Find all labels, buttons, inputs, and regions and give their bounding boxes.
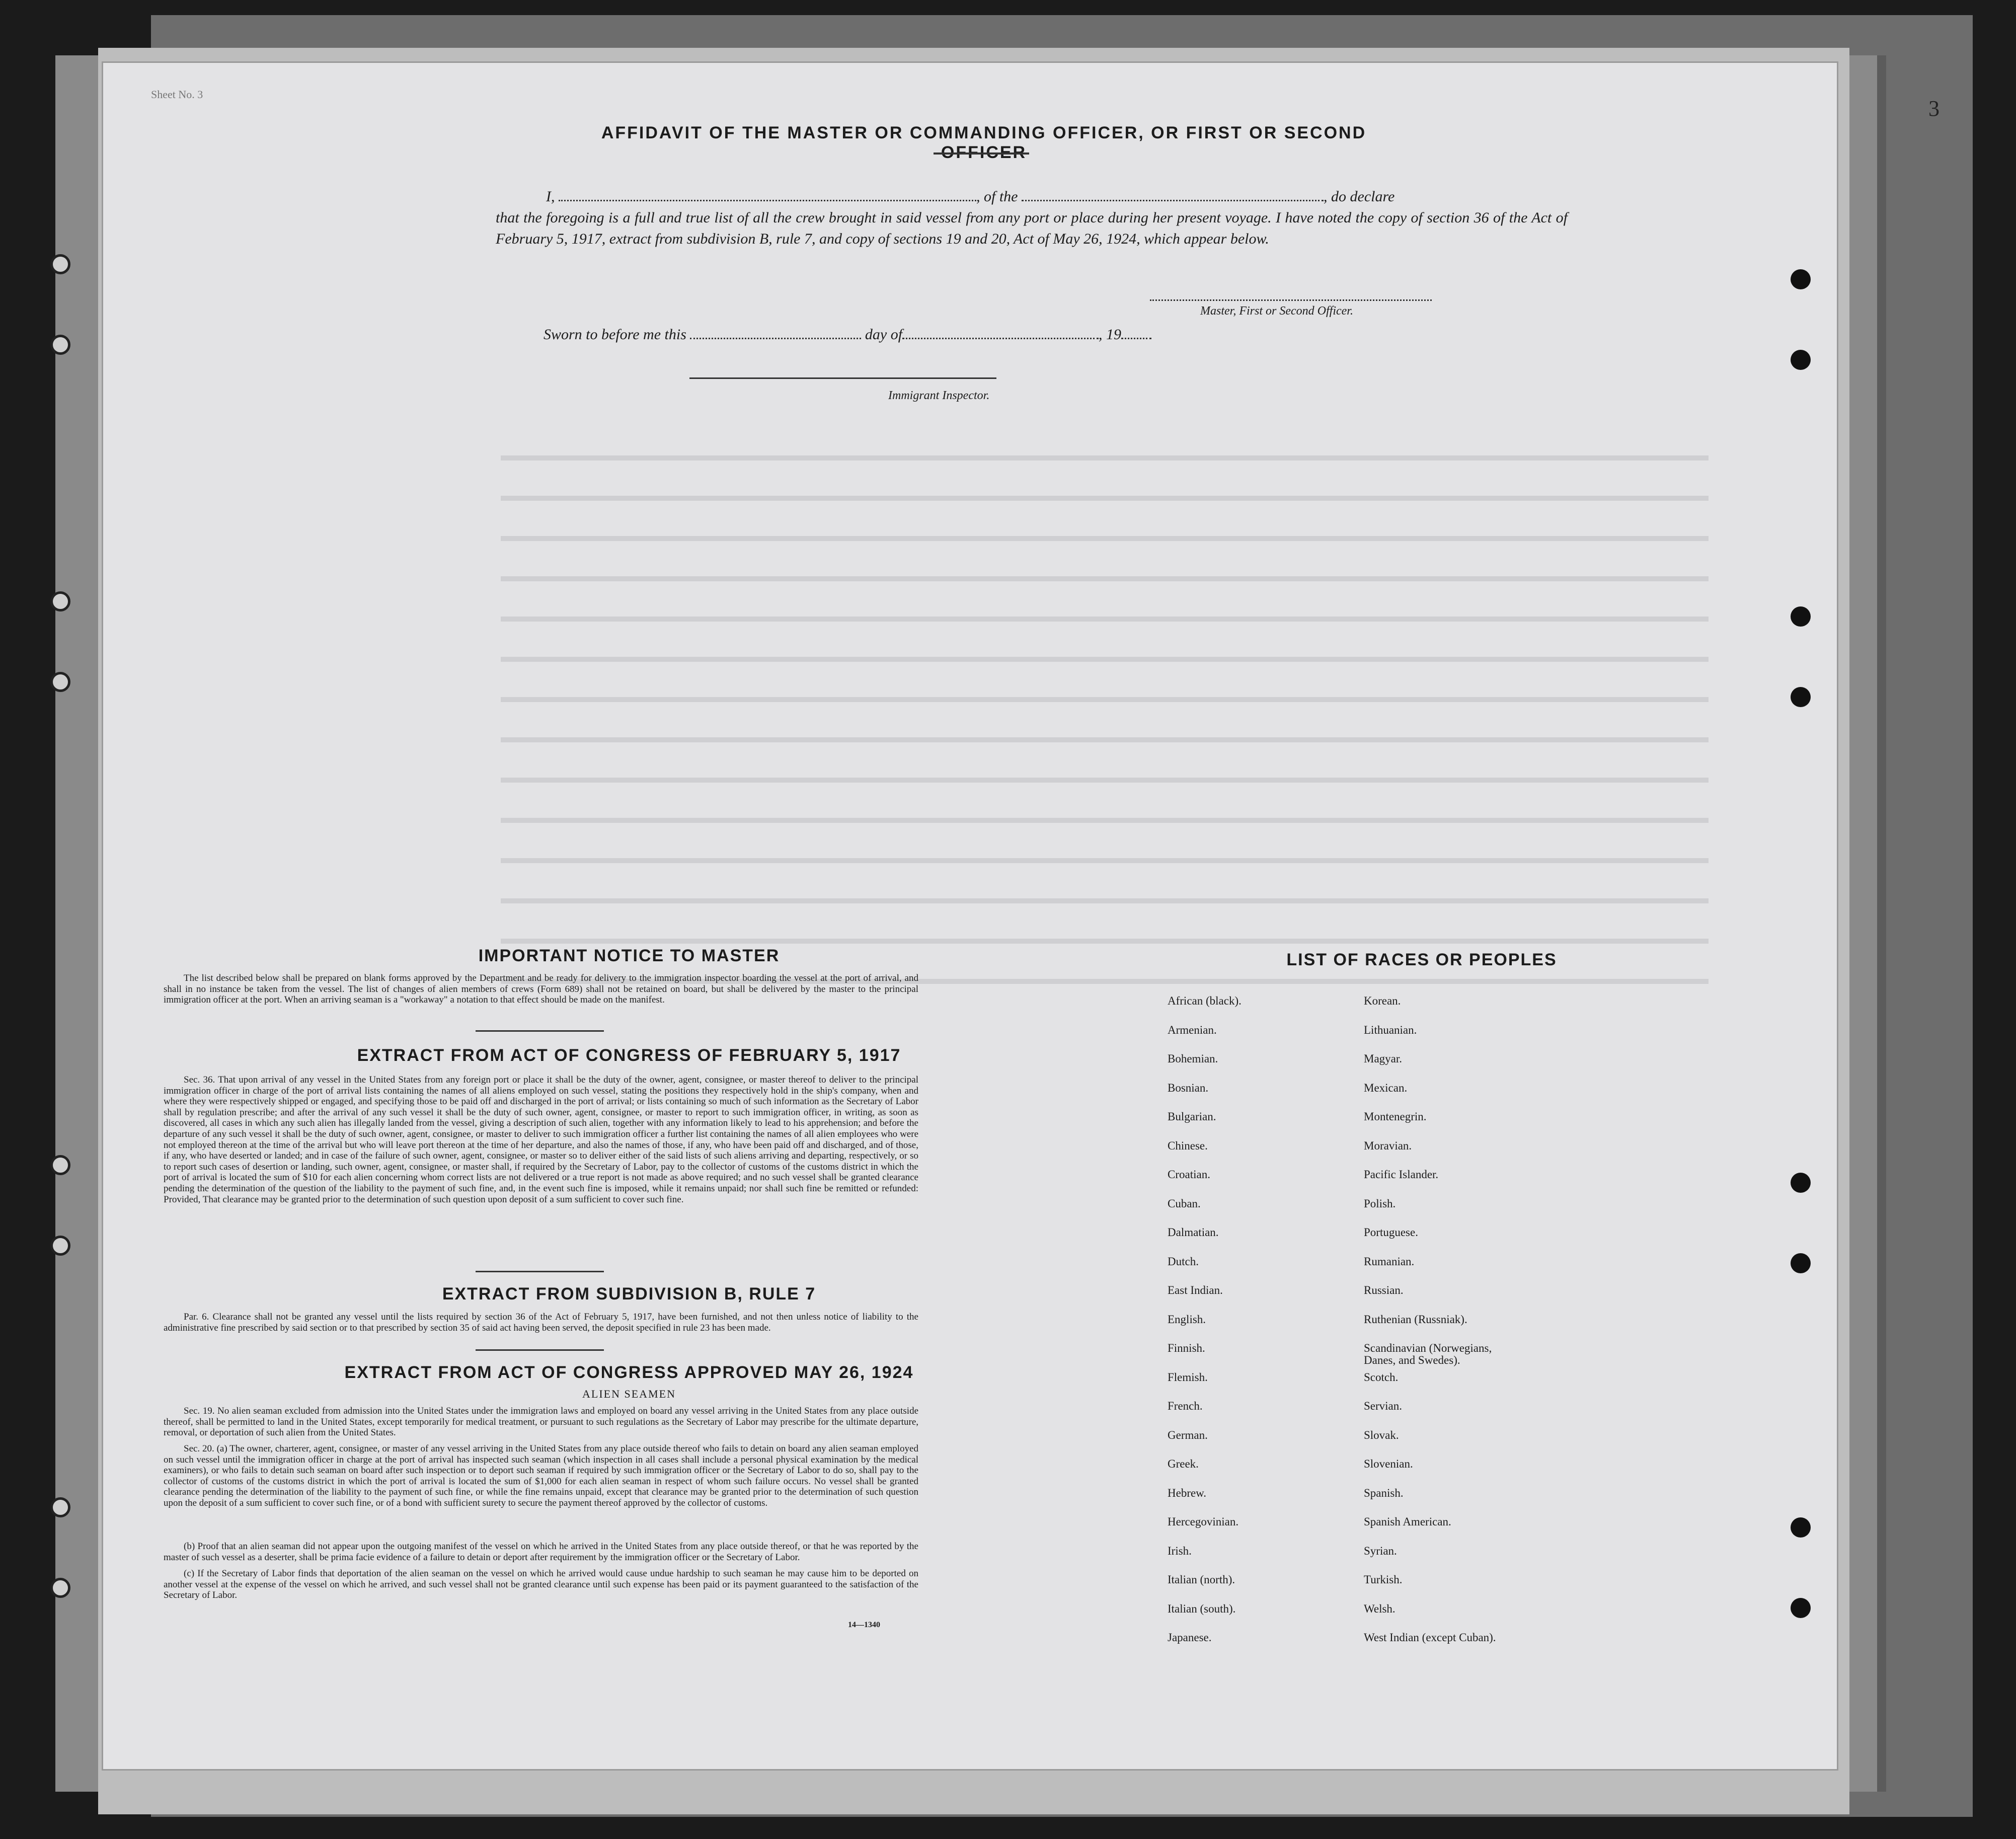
inspector-label: Immigrant Inspector. [888, 389, 990, 402]
sec20c-text: (c) If the Secretary of Labor finds that deportation of the alien seaman on the vessel on which he arrived would cause undue hardship to such seaman he may cause him to be deported on another vessel at the expense of the vessel on which he arrived, and such vessel shall not be granted clearance until such expense has been paid or its payment guaranteed to the satisfaction of the Secretary of Labor. [164, 1568, 918, 1601]
sec19-text: Sec. 19. No alien seaman excluded from admission into the United States under the immigration laws and employed on board any vessel arriving in the United States from any place outside thereof, shall be permitted to land in the United States, except temporarily for medical treatment, or pursuant to such regulations as the Secretary of Labor may prescribe for the ultimate departure, removal, or deportation of such alien from the United States. [164, 1406, 918, 1438]
section-rule [476, 1349, 604, 1351]
race-item: Greek. [1168, 1458, 1199, 1470]
sworn-prefix: Sworn to before me this [544, 326, 686, 343]
affidavit-heading: AFFIDAVIT OF THE MASTER OR COMMANDING OFFICER, OR FIRST OR SECOND OFFICER [601, 123, 1367, 162]
race-item: Armenian. [1168, 1023, 1217, 1036]
declaration-i: I, [546, 188, 555, 205]
bleed-row [501, 737, 1709, 742]
section-rule [476, 1271, 604, 1272]
master-label: Master, First or Second Officer. [1200, 304, 1353, 318]
sworn-day-field[interactable] [690, 325, 861, 339]
declaration-declare: , do declare [1324, 188, 1395, 205]
binder-hole [1791, 269, 1811, 289]
race-item: Bosnian. [1168, 1081, 1209, 1094]
race-item: Cuban. [1168, 1197, 1201, 1210]
sec20a-text: Sec. 20. (a) The owner, charterer, agent, consignee, or master of any vessel arriving in the United States from any place outside thereof who fails to detain on board any alien seaman employed on such vessel until the immigration officer in charge at the port of arrival has inspected such seaman (which inspection in all cases shall include a personal physical examination by the medical examiners), or who fails to detain such seaman on board after such inspection or to deport such seaman if required by such immigration officer or the Secretary of Labor to do so, shall pay to the collector of customs of the customs district in which the port of arrival is located the sum of $1,000 for each alien seaman in respect of whom such failure occurs. No vessel shall be granted clearance pending the determination of the liability to the payment of such fine, or while the fine remains unpaid, except that clearance may be granted prior to the determination of such question upon the deposit of a sum sufficient to cover such fine, or of a bond with sufficient surety to secure the payment thereof approved by the collector of customs. [164, 1443, 918, 1508]
bleed-row [501, 657, 1709, 662]
sec20b-text: (b) Proof that an alien seaman did not appear upon the outgoing manifest of the vessel on which he arrived in the United States from any place outside thereof, or that he was reported by the master of such vessel as a deserter, shall be prima facie evidence of a failure to detain or deport after requirement by the immigration officer or the Secretary of Labor. [164, 1541, 918, 1563]
race-item: Croatian. [1168, 1168, 1210, 1181]
binder-hole [1791, 1253, 1811, 1273]
race-item: Hebrew. [1168, 1486, 1207, 1499]
bleed-row [501, 697, 1709, 702]
race-item: Finnish. [1168, 1342, 1205, 1354]
binder-hole [1791, 1598, 1811, 1618]
folder-hole [50, 1155, 70, 1175]
race-item: Dalmatian. [1168, 1226, 1219, 1239]
race-item: Rumanian. [1364, 1255, 1415, 1268]
race-item: Montenegrin. [1364, 1110, 1427, 1123]
race-item: African (black). [1168, 994, 1242, 1007]
race-item: Turkish. [1364, 1573, 1403, 1586]
race-item: Italian (north). [1168, 1573, 1235, 1586]
race-item: Syrian. [1364, 1544, 1397, 1557]
sworn-year: , 19 [1099, 326, 1122, 343]
section-rule [476, 1030, 604, 1032]
rule7-text: Par. 6. Clearance shall not be granted any vessel until the lists required by section 36 of the Act of February 5, 1917, have been furnished, and not then unless notice of liability to the administrative fine prescribed by said section or to that prescribed by section 35 of said act having been served, the deposit specified in rule 23 has been made. [164, 1312, 918, 1333]
manifest-sheet [103, 63, 1837, 1769]
race-item: West Indian (except Cuban). [1364, 1631, 1496, 1644]
race-item: Hercegovinian. [1168, 1515, 1239, 1528]
notice-text: The list described below shall be prepared on blank forms approved by the Department and be ready for delivery to the immigration inspector boarding the vessel at the port of arrival, and shall in no instance be taken from the vessel. The list of changes of alien members of crews (Form 689) shall not be retained on board, but shall be delivered by the master to the principal immigration officer at the port. When an arriving seaman is a "workaway" a notation to that effect should be made on the manifest. [164, 973, 918, 1006]
race-item: Italian (south). [1168, 1602, 1236, 1615]
bleed-row [501, 496, 1709, 501]
inspector-signature-line[interactable] [689, 377, 996, 379]
extract-1917-text: Sec. 36. That upon arrival of any vessel in the United States from any foreign port or place it shall be the duty of the owner, agent, consignee, or master thereof to deliver to the principal immigration officer in charge of the port of arrival lists containing the names of all aliens employed on such vessel, stating the positions they respectively hold in the ship's company, when and where they were respectively shipped or engaged, and specifying those to be paid off and discharged in the port of arrival; or lists containing so much of such information as the Secretary of Labor shall by regulation prescribe; and after the arrival of any such vessel it shall be the duty of such owner, agent, consignee, or master to report to such immigration officer, in writing, as soon as discovered, all cases in which any such alien has illegally landed from the vessel, giving a description of such alien, together with any information likely to lead to his apprehension; and before the departure of any such vessel it shall be the duty of such owner, agent, consignee, or master to deliver to such immigration officer a further list containing the names of all alien employees who were not employed thereon at the time of the arrival but who will leave port thereon at the time of her departure, and also the names of those, if any, who have been paid off and discharged, and of those, if any, who have deserted or landed; and in case of the failure of such owner, agent, consignee, or master so to deliver either of the said lists of such aliens arriving and departing, respectively, or so to report such cases of desertion or landing, such owner, agent, consignee, or master shall, if required by the Secretary of Labor, pay to the collector of customs of the customs district in which the port of arrival is located the sum of $10 for each alien concerning whom correct lists are not delivered or a true report is not made as above required; and no such vessel shall be granted clearance pending the determination of the question of the liability to the payment of such fine, and, in the event such fine is imposed, while it remains unpaid; nor shall such fine be remitted or refunded: Provided, That clearance may be granted prior to the determination of such question upon deposit of a sum sufficient to cover such fine. [164, 1075, 918, 1205]
race-item: Spanish. [1364, 1486, 1404, 1499]
race-item: Magyar. [1364, 1052, 1403, 1065]
race-item: Flemish. [1168, 1370, 1208, 1384]
race-item: Bulgarian. [1168, 1110, 1216, 1123]
binder-hole [1791, 1173, 1811, 1193]
extract-1917-title: EXTRACT FROM ACT OF CONGRESS OF FEBRUARY 5, 1917 [357, 1046, 901, 1065]
binder-hole [1791, 687, 1811, 707]
race-item: Scandinavian (Norwegians, Danes, and Swedes). [1364, 1342, 1492, 1366]
bleed-row [501, 455, 1709, 461]
top-left-stamp: Sheet No. 3 [151, 88, 203, 101]
races-column-1 [1168, 995, 1349, 1661]
bleed-row [501, 576, 1709, 581]
officer-name-field[interactable] [559, 187, 976, 201]
race-item: Portuguese. [1364, 1226, 1418, 1239]
race-item: Irish. [1168, 1544, 1192, 1557]
race-item: Slovak. [1364, 1428, 1399, 1441]
notice-title: IMPORTANT NOTICE TO MASTER [478, 946, 780, 965]
folder-hole [50, 591, 70, 611]
extract-1924-title: EXTRACT FROM ACT OF CONGRESS APPROVED MAY 26, 1924 [344, 1363, 914, 1382]
folder-hole [50, 254, 70, 274]
vessel-name-field[interactable] [1022, 187, 1324, 201]
bleed-row [501, 858, 1709, 863]
race-item: Mexican. [1364, 1081, 1408, 1094]
affidavit-body: that the foregoing is a full and true list of all the crew brought in said vessel from any port or place during her present voyage. I have noted the copy of section 36 of the Act of February 5, 1917, extract from subdivision B, rule 7, and copy of sections 19 and 20, Act of May 26, 1924, which appear below. [496, 209, 1568, 247]
folder-hole [50, 335, 70, 355]
bleed-row [501, 778, 1709, 783]
folder-hole [50, 1497, 70, 1517]
race-item: Ruthenian (Russniak). [1364, 1313, 1467, 1326]
race-item: Polish. [1364, 1197, 1396, 1210]
race-item: Dutch. [1168, 1255, 1199, 1268]
declaration-of-the: , of the [976, 188, 1018, 205]
race-item: German. [1168, 1428, 1208, 1441]
race-item: Japanese. [1168, 1631, 1212, 1644]
race-item: French. [1168, 1400, 1203, 1412]
race-item: Slovenian. [1364, 1458, 1413, 1470]
race-item: Spanish American. [1364, 1515, 1451, 1528]
race-item: English. [1168, 1313, 1206, 1326]
folder-hole [50, 672, 70, 692]
folder-hole [50, 1578, 70, 1598]
race-item: Bohemian. [1168, 1052, 1218, 1065]
form-number: 14—1340 [848, 1621, 880, 1629]
race-item: Welsh. [1364, 1602, 1395, 1615]
race-item: Servian. [1364, 1400, 1403, 1412]
sworn-line [544, 325, 1151, 343]
binder-hole [1791, 350, 1811, 370]
race-item: Lithuanian. [1364, 1023, 1417, 1036]
race-item: East Indian. [1168, 1284, 1223, 1296]
affidavit-declaration [496, 186, 1568, 250]
rule7-title: EXTRACT FROM SUBDIVISION B, RULE 7 [442, 1284, 816, 1304]
binder-hole [1791, 1517, 1811, 1538]
race-item: Moravian. [1364, 1139, 1412, 1152]
bleed-row [501, 818, 1709, 823]
sworn-year-field[interactable] [1121, 325, 1151, 339]
bleed-row [501, 536, 1709, 541]
alien-seamen-subtitle: ALIEN SEAMEN [582, 1388, 676, 1400]
race-item: Chinese. [1168, 1139, 1208, 1152]
page-number-mark: 3 [1928, 96, 1940, 121]
races-column-2 [1364, 995, 1625, 1661]
bleed-row [501, 617, 1709, 622]
race-item: Russian. [1364, 1284, 1404, 1296]
folder-hole [50, 1236, 70, 1256]
race-item: Pacific Islander. [1364, 1168, 1439, 1181]
bleed-row [501, 898, 1709, 903]
race-item: Korean. [1364, 994, 1401, 1007]
bleed-row [501, 939, 1709, 944]
binder-hole [1791, 606, 1811, 627]
master-signature-line[interactable] [1150, 299, 1432, 301]
sworn-month-field[interactable] [902, 325, 1099, 339]
sworn-day-of: day of [865, 326, 903, 343]
races-title: LIST OF RACES OR PEOPLES [1286, 950, 1557, 969]
race-item: Scotch. [1364, 1370, 1399, 1384]
heading-rule [934, 152, 1029, 155]
